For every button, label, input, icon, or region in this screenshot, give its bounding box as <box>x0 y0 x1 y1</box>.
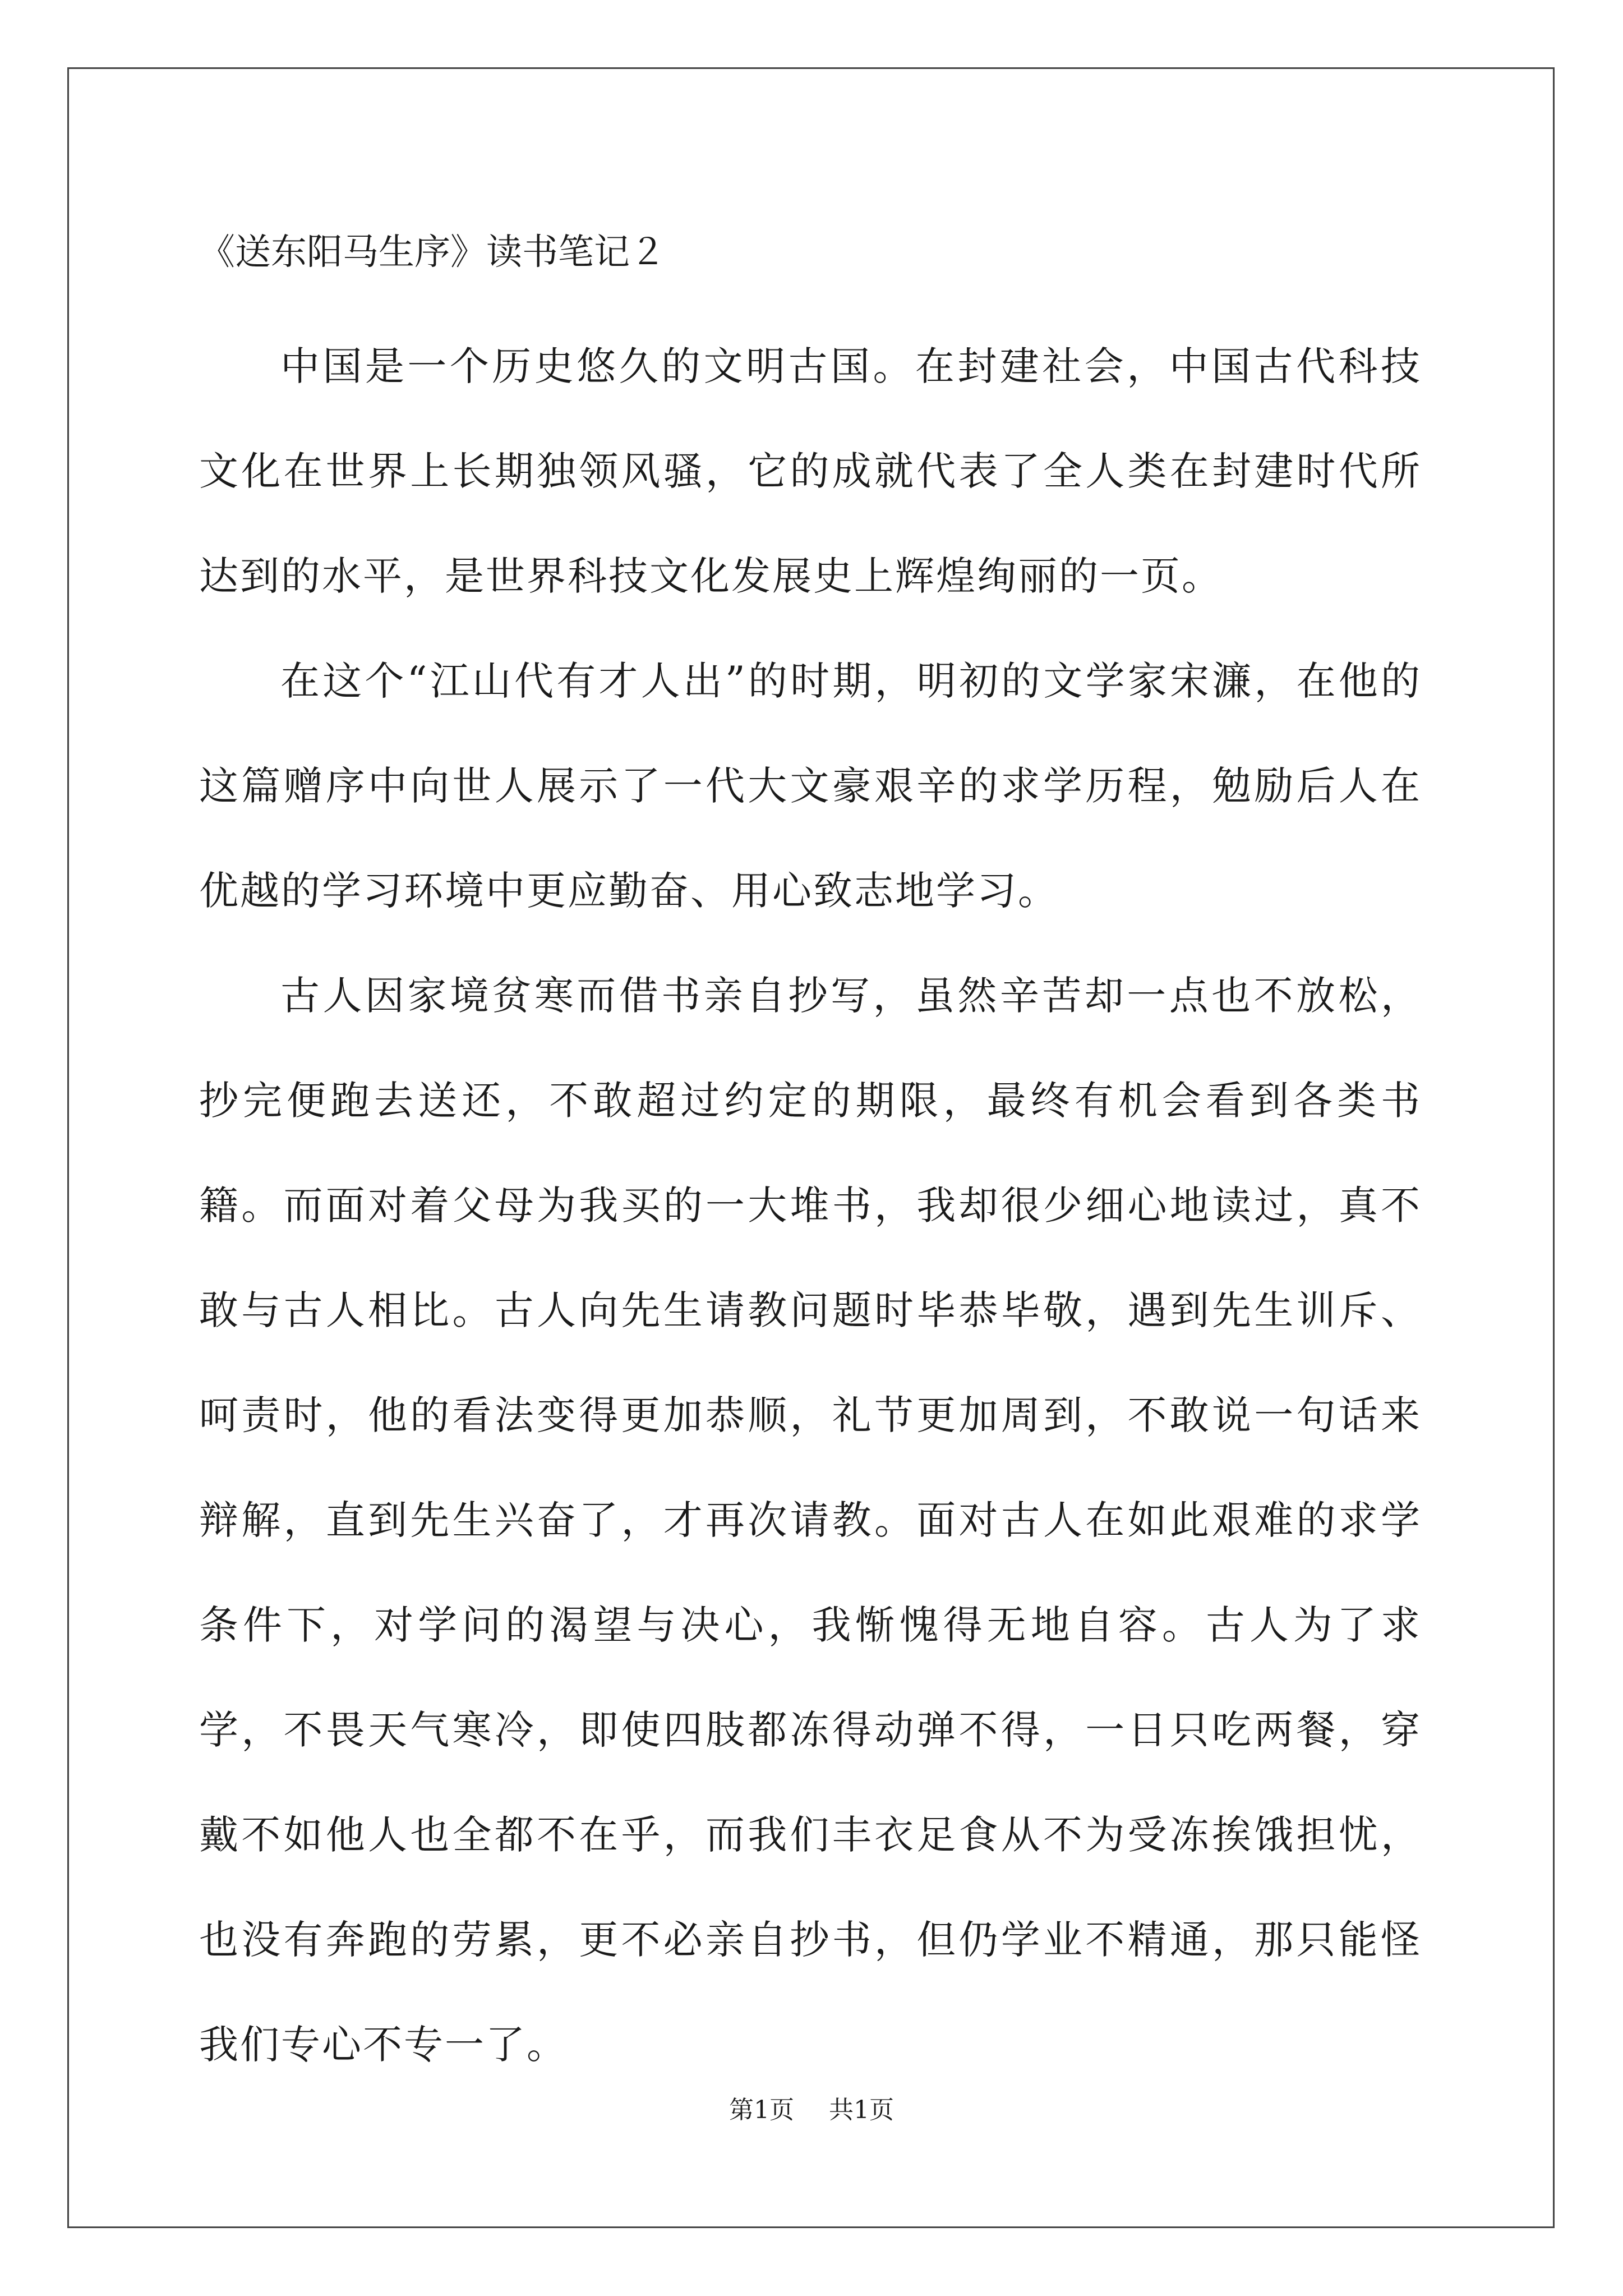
paragraph-3: 古人因家境贫寒而借书亲自抄写，虽然辛苦却一点也不放松，抄完便跑去送还，不敢超过约定的期限，最终有机会看到各类书籍。而面对着父母为我买的一大堆书，我却很少细心地读过，真不敢与古人相比。古人向先生请教问题时毕恭毕敬，遇到先生训斥、呵责时，他的看法变得更加恭顺，礼节更加周到，不敢说一句话来辩解，直到先生兴奋了，才再次请教。面对古人在如此艰难的求学条件下，对学问的渴望与决心，我惭愧得无地自容。古人为了求学，不畏天气寒冷，即使四肢都冻得动弹不得，一日只吃两餐，穿戴不如他人也全都不在乎，而我们丰衣足食从不为受冻挨饿担忧，也没有奔跑的劳累，更不必亲自抄书，但仍学业不精通，那只能怪我们专心不专一了。 <box>199 973 1422 2068</box>
document-title: 《送东阳马生序》读书笔记２ <box>199 232 666 273</box>
page-total: 共1页 <box>829 2096 894 2124</box>
document-body <box>199 224 1422 2097</box>
page-number: 第1页 <box>729 2096 794 2124</box>
page-footer <box>0 2090 1623 2125</box>
paragraph-2: 在这个“江山代有才人出”的时期，明初的文学家宋濂，在他的这篇赠序中向世人展示了一代大文豪艰辛的求学历程，勉励后人在优越的学习环境中更应勤奋、用心致志地学习。 <box>199 658 1422 914</box>
paragraph-1: 中国是一个历史悠久的文明古国。在封建社会，中国古代科技文化在世界上长期独领风骚，它的成就代表了全人类在封建时代所达到的水平，是世界科技文化发展史上辉煌绚丽的一页。 <box>199 343 1422 599</box>
